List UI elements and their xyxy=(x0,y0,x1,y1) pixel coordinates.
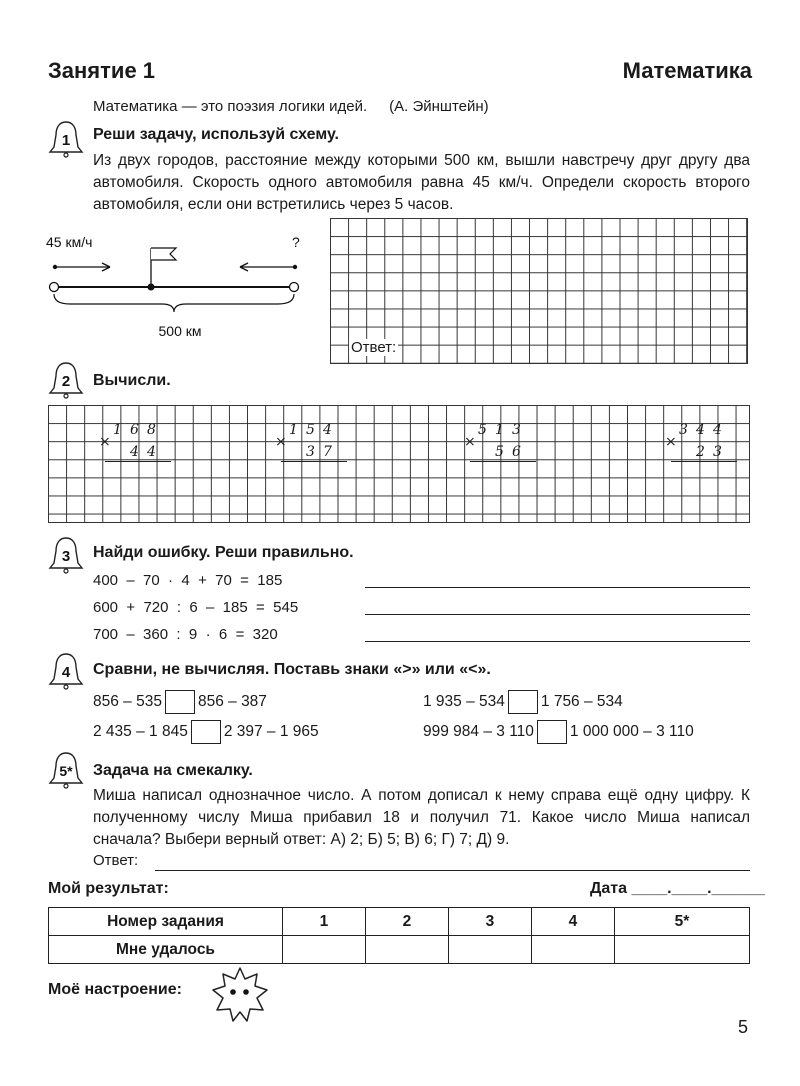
times-sign: × xyxy=(464,434,476,450)
equation-text: 700 – 360 : 9 · 6 = 320 xyxy=(93,626,278,643)
digit: 3 xyxy=(306,444,315,460)
digit: 5 xyxy=(495,444,504,460)
mood-label: Моё настроение: xyxy=(48,981,182,998)
date-field[interactable]: Дата ____.____.______ xyxy=(590,880,765,897)
lesson-title: Занятие 1 xyxy=(48,58,156,83)
times-sign: × xyxy=(665,434,677,450)
row-header: Мне удалось xyxy=(49,936,283,964)
sign-box[interactable] xyxy=(537,720,567,744)
page-number: 5 xyxy=(737,1017,748,1037)
comparison-left: 2 435 – 1 845 xyxy=(93,723,188,741)
comparison-right: 2 397 – 1 965 xyxy=(223,723,319,741)
result-cell[interactable] xyxy=(614,936,749,964)
task-number: 3 xyxy=(61,548,71,565)
row-header: Номер задания xyxy=(49,908,283,936)
comparison-right: 1 000 000 – 3 110 xyxy=(569,723,694,741)
bell-icon xyxy=(47,750,85,790)
task-2-title: Вычисли. xyxy=(93,372,171,389)
digit: 5 xyxy=(306,422,315,438)
epigraph-text: Математика — это поэзия логики идей. xyxy=(93,98,368,115)
comparison-left: 999 984 – 3 110 xyxy=(423,723,534,741)
task-5-text: Миша написал однозначное число. А потом дописал к нему справа ещё одну цифру. К полученному числу Миша прибавил 18 и получил 71. Какое число Миша написал сначала? Выбери верный ответ: А) 2; Б) 5; В) 6; Г) 7; Д) 9. xyxy=(93,787,750,848)
task-number: 4 xyxy=(61,664,71,681)
bell-icon xyxy=(47,535,85,575)
speed1-label: 45 км/ч xyxy=(46,234,93,250)
task-3-title: Найди ошибку. Реши правильно. xyxy=(93,544,354,561)
digit: 3 xyxy=(679,422,688,438)
motion-diagram xyxy=(40,230,320,342)
digit: 6 xyxy=(130,422,139,438)
result-cell[interactable] xyxy=(365,936,448,964)
comparison xyxy=(423,720,694,744)
digit: 1 xyxy=(113,422,122,438)
distance-label: 500 км xyxy=(158,323,202,339)
equation-row xyxy=(93,572,750,592)
column-header: 1 xyxy=(283,908,366,936)
digit: 1 xyxy=(289,422,298,438)
sign-box[interactable] xyxy=(191,720,221,744)
comparison-left: 856 – 535 xyxy=(93,693,162,711)
times-sign: × xyxy=(99,434,111,450)
times-sign: × xyxy=(275,434,287,450)
result-cell[interactable] xyxy=(283,936,366,964)
digit: 3 xyxy=(512,422,521,438)
digit: 4 xyxy=(130,444,139,460)
column-header: 5* xyxy=(614,908,749,936)
answer-label-5: Ответ: xyxy=(93,852,139,869)
bell-icon xyxy=(47,360,85,400)
task-number: 5* xyxy=(59,763,73,779)
digit: 4 xyxy=(323,422,332,438)
digit: 5 xyxy=(478,422,487,438)
answer-line[interactable] xyxy=(365,614,750,615)
task-1-text: Из двух городов, расстояние между которыми 500 км, вышли навстречу друг другу два автомобиля. Скорость одного автомобиля равна 45 км/ч. Определи скорость второго автомобиля, если они встретились через 5 часов. xyxy=(93,152,750,213)
result-table xyxy=(48,907,750,964)
sign-box[interactable] xyxy=(165,690,195,714)
result-cell[interactable] xyxy=(531,936,614,964)
answer-line-5[interactable] xyxy=(155,870,750,871)
speed2-label: ? xyxy=(292,234,300,250)
epigraph xyxy=(93,98,489,115)
task-number: 1 xyxy=(61,132,71,149)
answer-label-1: Ответ: xyxy=(351,339,397,356)
answer-line[interactable] xyxy=(365,641,750,642)
result-cell[interactable] xyxy=(448,936,531,964)
column-header: 4 xyxy=(531,908,614,936)
comparison xyxy=(93,690,267,714)
answer-line[interactable] xyxy=(365,587,750,588)
epigraph-author: (А. Эйнштейн) xyxy=(389,98,489,115)
task-1-title: Реши задачу, используй схему. xyxy=(93,126,339,143)
digit: 7 xyxy=(323,444,332,460)
column-header: 3 xyxy=(448,908,531,936)
comparison-right: 856 – 387 xyxy=(197,693,267,711)
equation-row xyxy=(93,599,750,619)
comparison xyxy=(423,690,623,714)
digit: 4 xyxy=(696,422,705,438)
digit: 6 xyxy=(512,444,521,460)
table-row xyxy=(49,936,750,964)
result-label: Мой результат: xyxy=(48,880,169,897)
task-number: 2 xyxy=(61,373,71,390)
bell-icon xyxy=(47,651,85,691)
digit: 4 xyxy=(147,444,156,460)
equation-text: 600 + 720 : 6 – 185 = 545 xyxy=(93,599,299,616)
digit: 8 xyxy=(147,422,156,438)
comparison xyxy=(93,720,319,744)
mood-star-icon[interactable] xyxy=(209,965,271,1023)
equation-row xyxy=(93,626,750,646)
digit: 2 xyxy=(696,444,705,460)
comparison-right: 1 756 – 534 xyxy=(540,693,623,711)
bell-icon xyxy=(47,119,85,159)
task-5-title: Задача на смекалку. xyxy=(93,762,253,779)
task-4-title: Сравни, не вычисляя. Поставь знаки «>» или «<». xyxy=(93,661,491,678)
sign-box[interactable] xyxy=(508,690,538,714)
comparison-left: 1 935 – 534 xyxy=(423,693,505,711)
digit: 4 xyxy=(713,422,722,438)
table-row xyxy=(49,908,750,936)
equation-text: 400 – 70 · 4 + 70 = 185 xyxy=(93,572,283,589)
digit: 3 xyxy=(713,444,722,460)
digit: 1 xyxy=(495,422,504,438)
subject-title: Математика xyxy=(622,58,752,83)
column-header: 2 xyxy=(365,908,448,936)
